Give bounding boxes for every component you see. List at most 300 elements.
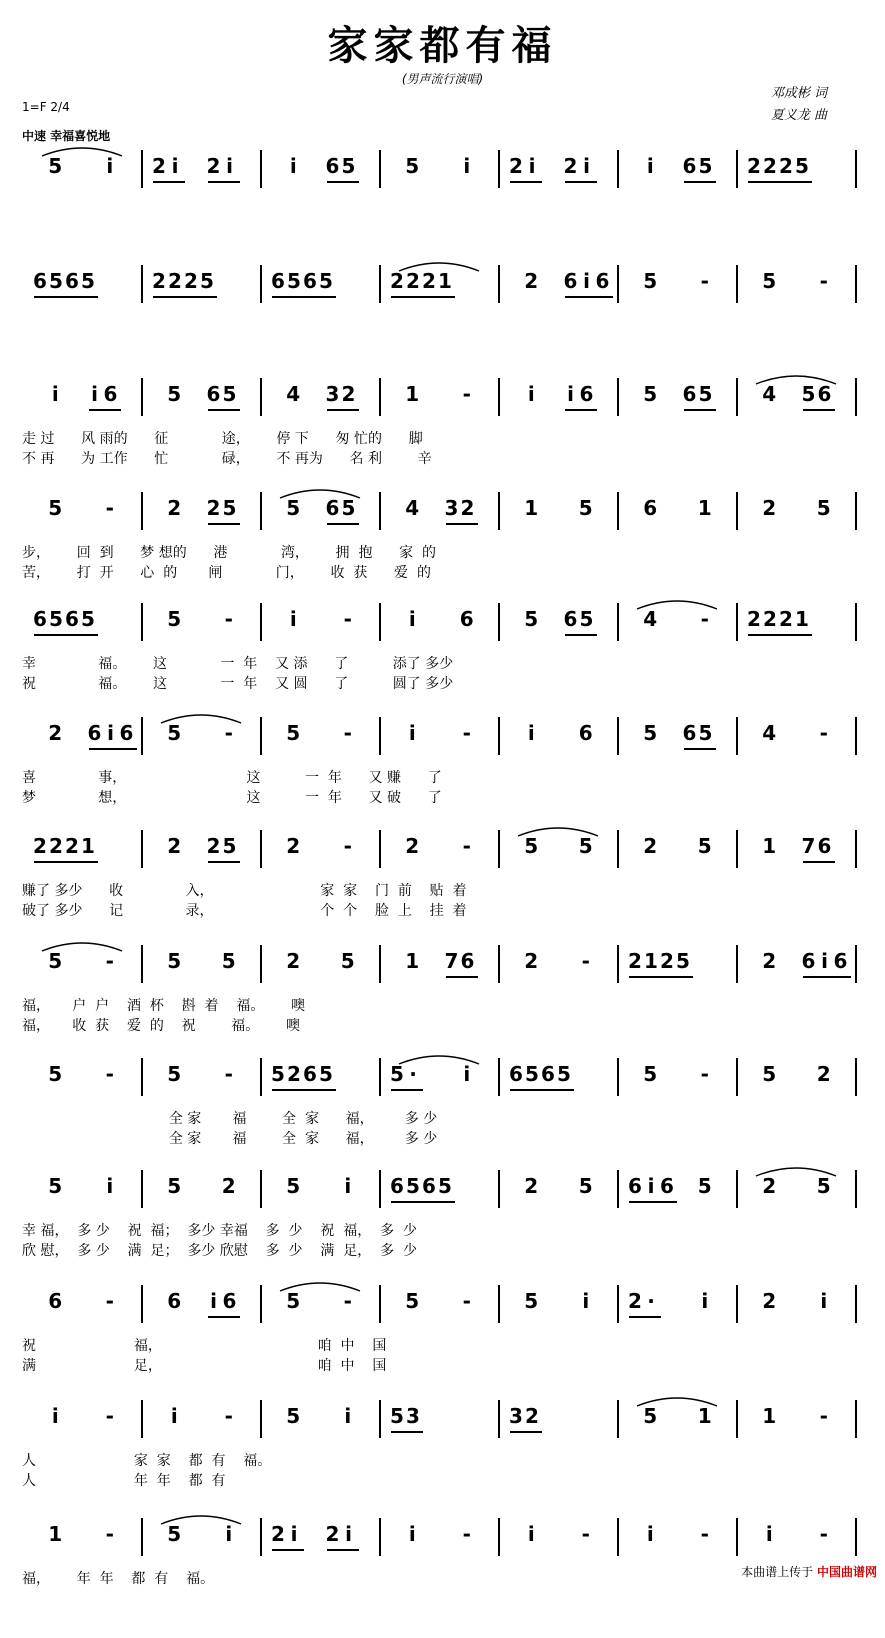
note: 2	[271, 1522, 285, 1546]
note: 4	[286, 382, 301, 406]
lyric-line: 福， 年 年 都 有 福。	[22, 1571, 215, 1587]
beam	[34, 296, 98, 298]
note: 5	[524, 834, 539, 858]
slur-layer	[0, 370, 885, 390]
lyric-line: 幸 福， 多 少 祝 福； 多少 幸福 多 少 祝 福， 多 少	[22, 1223, 418, 1239]
beam	[803, 861, 835, 863]
note: 2	[286, 834, 301, 858]
note: 5	[319, 1062, 333, 1086]
slur-layer	[0, 142, 885, 162]
lyric-line: 步， 回 到 梦 想的 港 湾， 拥 抱 家 的	[22, 545, 437, 561]
note: 1	[697, 496, 712, 520]
note: 5	[578, 834, 593, 858]
note: i	[646, 1522, 654, 1546]
lyric-line: 走 过 风 雨的 征 途， 停 下 匆 忙的 脚	[22, 431, 423, 447]
page-title: 家家都有福	[327, 22, 558, 69]
note: -	[819, 1522, 828, 1546]
slur	[161, 1516, 241, 1524]
note: 6	[103, 382, 118, 406]
note: 5	[524, 1289, 539, 1313]
note: 6	[541, 1062, 555, 1086]
note: 6	[660, 1174, 674, 1198]
beam	[565, 634, 597, 636]
note: 2	[206, 496, 221, 520]
note: 5	[49, 269, 63, 293]
note: 6	[833, 949, 848, 973]
note: 2	[221, 1174, 236, 1198]
note: 3	[406, 1404, 420, 1428]
note: 5	[49, 607, 63, 631]
note: 2	[779, 154, 793, 178]
note: -	[343, 721, 352, 745]
lyric-line: 满 足， 咱 中 国	[22, 1358, 387, 1374]
note: 6	[33, 607, 47, 631]
note: 7	[801, 834, 816, 858]
slur	[280, 1283, 360, 1291]
beam	[89, 748, 137, 750]
note: 2	[65, 834, 79, 858]
note: 2	[206, 834, 221, 858]
note: 5	[697, 834, 712, 858]
lyric-line: 喜 事， 这 一 年 又 赚 了	[22, 770, 442, 786]
note: 5	[221, 949, 236, 973]
note: 6	[801, 949, 816, 973]
note: i	[527, 721, 535, 745]
staff-system	[0, 1285, 885, 1405]
note: ·	[409, 1062, 417, 1086]
note: 4	[762, 382, 777, 406]
note: 5	[390, 1062, 404, 1086]
note: 6	[87, 721, 102, 745]
note: 5	[286, 1404, 301, 1428]
note: 3	[509, 1404, 523, 1428]
slur	[518, 828, 598, 836]
note: 5	[676, 949, 690, 973]
note: 5	[286, 1289, 301, 1313]
note: i	[820, 1289, 828, 1313]
note: 5	[557, 1062, 571, 1086]
beam	[208, 1316, 240, 1318]
note: i	[408, 721, 416, 745]
note: i	[106, 154, 114, 178]
note: 6	[579, 382, 594, 406]
note: -	[343, 607, 352, 631]
note: 2	[184, 269, 198, 293]
note: 6	[563, 607, 578, 631]
note: i	[821, 949, 828, 973]
lyric-line: 祝 福。 这 一 年 又 圆 了 圆了 多少	[22, 676, 454, 692]
note: 2	[779, 607, 793, 631]
note: i	[647, 1174, 655, 1198]
note: 5	[438, 1174, 452, 1198]
note: 2	[406, 269, 420, 293]
note: 5	[405, 154, 420, 178]
note: 4	[405, 496, 420, 520]
note: i	[289, 607, 297, 631]
note: -	[462, 1289, 471, 1313]
note: 6	[222, 1289, 237, 1313]
beam	[208, 523, 240, 525]
note: 5	[643, 1404, 658, 1428]
note: i	[225, 1522, 233, 1546]
slur	[756, 376, 836, 384]
note: -	[581, 1522, 590, 1546]
note: i	[567, 382, 574, 406]
note: -	[343, 1289, 352, 1313]
note: 3	[444, 496, 459, 520]
beam	[153, 181, 185, 183]
note: i	[345, 1522, 352, 1546]
note: 5	[167, 949, 182, 973]
beam	[565, 181, 597, 183]
note: 5	[698, 382, 713, 406]
note: 6	[65, 269, 79, 293]
note: 2	[341, 382, 356, 406]
note: 6	[682, 154, 697, 178]
note: 1	[48, 1522, 63, 1546]
staff-system	[0, 1170, 885, 1290]
note: 1	[405, 949, 420, 973]
note: i	[106, 1174, 114, 1198]
note: 6	[460, 949, 475, 973]
note: 5	[81, 269, 95, 293]
beam	[327, 523, 359, 525]
note: 5	[341, 154, 356, 178]
note: 5	[287, 269, 301, 293]
note: -	[343, 834, 352, 858]
note: 5	[48, 1174, 63, 1198]
note: 2	[628, 949, 642, 973]
note: 2	[816, 1062, 831, 1086]
key-signature: 1=F 2/4	[22, 100, 70, 114]
staff-system	[0, 830, 885, 950]
slur	[399, 1056, 479, 1064]
beam	[684, 409, 716, 411]
staff-system	[0, 378, 885, 498]
note: 5	[578, 1174, 593, 1198]
beam	[629, 1316, 661, 1318]
note: i	[582, 1289, 590, 1313]
note: 5	[167, 1062, 182, 1086]
note: 2	[390, 269, 404, 293]
note: 5	[697, 1174, 712, 1198]
note: 2	[48, 721, 63, 745]
slur	[399, 263, 479, 271]
lyric-line: 祝 福， 咱 中 国	[22, 1338, 387, 1354]
note: 5	[698, 154, 713, 178]
note: -	[105, 1062, 114, 1086]
footer-brand: 中国曲谱网	[816, 1565, 877, 1579]
note: 6	[628, 1174, 642, 1198]
note: 2	[762, 1174, 777, 1198]
note: 1	[405, 382, 420, 406]
note: i	[528, 154, 536, 178]
note: i	[463, 154, 471, 178]
note: 5	[524, 607, 539, 631]
note: 6	[65, 607, 79, 631]
note: 6	[167, 1289, 182, 1313]
lyric-line: 苦， 打 开 心 的 闸 门， 收 获 爱 的	[22, 565, 431, 581]
staff-system	[0, 1058, 885, 1178]
note: i	[51, 382, 59, 406]
note: -	[700, 269, 709, 293]
beam	[208, 409, 240, 411]
note: -	[105, 1522, 114, 1546]
beam	[391, 1089, 423, 1091]
note: 6	[817, 382, 832, 406]
note: -	[462, 1522, 471, 1546]
note: 6	[817, 834, 832, 858]
note: 5	[286, 721, 301, 745]
beam	[803, 409, 835, 411]
beam	[272, 296, 336, 298]
note: 5	[48, 154, 63, 178]
beam	[684, 748, 716, 750]
note: 5	[390, 1404, 404, 1428]
note: 5	[525, 1062, 539, 1086]
note: 2	[287, 1062, 301, 1086]
beam	[34, 861, 98, 863]
note: 5	[643, 269, 658, 293]
beam	[446, 523, 478, 525]
note: -	[581, 949, 590, 973]
note: i	[646, 154, 654, 178]
lyric-line: 全 家 福 全 家 福， 多 少	[22, 1111, 438, 1127]
note: 2	[525, 1404, 539, 1428]
note: 2	[152, 269, 166, 293]
footer	[741, 1563, 877, 1580]
lyric-line: 福， 户 户 酒 杯 斟 着 福。 噢	[22, 998, 306, 1014]
note: i	[290, 1522, 298, 1546]
slur-layer	[0, 1277, 885, 1297]
note: 2	[325, 1522, 340, 1546]
staff-system	[0, 717, 885, 837]
beam	[629, 1201, 677, 1203]
beam	[272, 1089, 336, 1091]
beam	[391, 1201, 455, 1203]
note: 2	[763, 607, 777, 631]
note: 5	[340, 949, 355, 973]
note: 2	[405, 834, 420, 858]
note: i	[463, 1062, 471, 1086]
note: 5	[222, 496, 237, 520]
note: 2	[762, 1289, 777, 1313]
note: 5	[48, 949, 63, 973]
note: 2	[762, 949, 777, 973]
note: 4	[643, 607, 658, 631]
note: 5	[319, 269, 333, 293]
beam	[510, 1089, 574, 1091]
staff-system	[0, 150, 885, 270]
beam	[510, 181, 542, 183]
slur-layer	[0, 1050, 885, 1070]
note: -	[700, 1062, 709, 1086]
performance-note: (男声流行演唱)	[401, 72, 484, 86]
lyric-line: 全 家 福 全 家 福， 多 少	[22, 1131, 438, 1147]
note: i	[765, 1522, 773, 1546]
note: 5	[81, 607, 95, 631]
note: -	[700, 1522, 709, 1546]
beam	[748, 181, 812, 183]
note: 2	[524, 1174, 539, 1198]
note: 2	[167, 834, 182, 858]
note: 2	[643, 834, 658, 858]
composer-credit: 夏义龙 曲	[770, 108, 827, 123]
note: i	[51, 1404, 59, 1428]
note: 2	[524, 949, 539, 973]
beam	[327, 181, 359, 183]
lyric-line: 欣 慰， 多 少 满 足； 多少 欣慰 多 少 满 足， 多 少	[22, 1243, 418, 1259]
note: -	[819, 1404, 828, 1428]
note: 6	[303, 1062, 317, 1086]
note: 2	[628, 1289, 642, 1313]
lyricist-credit: 邓成彬 词	[770, 86, 827, 101]
note: 1	[438, 269, 452, 293]
note: 5	[579, 607, 594, 631]
staff-system	[0, 492, 885, 612]
note: 5	[167, 607, 182, 631]
note: 5	[405, 1289, 420, 1313]
beam	[208, 181, 240, 183]
beam	[272, 1549, 304, 1551]
note: i	[226, 154, 233, 178]
note: -	[224, 607, 233, 631]
note: -	[224, 1404, 233, 1428]
beam	[327, 1549, 359, 1551]
note: i	[171, 154, 179, 178]
note: 2	[660, 949, 674, 973]
note: 5	[698, 721, 713, 745]
note: 6	[119, 721, 134, 745]
note: ·	[647, 1289, 655, 1313]
note: -	[105, 949, 114, 973]
note: 2	[206, 154, 221, 178]
note: 6	[325, 154, 340, 178]
note: 5	[643, 1062, 658, 1086]
slur-layer	[0, 1510, 885, 1530]
note: 5	[271, 1062, 285, 1086]
beam	[510, 1431, 542, 1433]
note: 5	[816, 1174, 831, 1198]
note: 6	[325, 496, 340, 520]
beam	[391, 296, 455, 298]
lyric-line: 福， 收 获 爱 的 祝 福。 噢	[22, 1018, 300, 1034]
note: 6	[271, 269, 285, 293]
note: 5	[762, 269, 777, 293]
staff-system	[0, 603, 885, 723]
lyric-line: 幸 福。 这 一 年 又 添 了 添了 多少	[22, 656, 454, 672]
note: 5	[341, 496, 356, 520]
note: 5	[406, 1174, 420, 1198]
note: 5	[200, 269, 214, 293]
note: 1	[697, 1404, 712, 1428]
beam	[34, 634, 98, 636]
note: 1	[762, 834, 777, 858]
note: i	[701, 1289, 709, 1313]
note: i	[91, 382, 98, 406]
note: 3	[325, 382, 340, 406]
staff-system	[0, 265, 885, 385]
note: -	[700, 607, 709, 631]
note: 1	[762, 1404, 777, 1428]
note: 6	[682, 382, 697, 406]
note: 5	[48, 1062, 63, 1086]
slur-layer	[0, 1392, 885, 1412]
note: 5	[643, 382, 658, 406]
note: 5	[578, 496, 593, 520]
note: i	[344, 1174, 352, 1198]
beam	[327, 409, 359, 411]
note: -	[462, 834, 471, 858]
note: 1	[795, 607, 809, 631]
note: 2	[286, 949, 301, 973]
note: 7	[444, 949, 459, 973]
note: 6	[33, 269, 47, 293]
note: -	[105, 1404, 114, 1428]
note: -	[224, 1062, 233, 1086]
note: 2	[509, 154, 523, 178]
beam	[153, 296, 217, 298]
note: 5	[48, 496, 63, 520]
note: i	[408, 607, 416, 631]
lyric-line: 梦 想， 这 一 年 又 破 了	[22, 790, 442, 806]
note: 2	[460, 496, 475, 520]
note: i	[583, 154, 590, 178]
slur	[161, 715, 241, 723]
note: 1	[524, 496, 539, 520]
note: -	[105, 496, 114, 520]
note: -	[819, 721, 828, 745]
slur-layer	[0, 937, 885, 957]
note: 1	[644, 949, 658, 973]
note: 5	[167, 1174, 182, 1198]
note: 2	[422, 269, 436, 293]
note: i	[107, 721, 114, 745]
tempo-marking: 中速 幸福喜悦地	[22, 129, 111, 143]
slur-layer	[0, 257, 885, 277]
lyric-line: 人 年 年 都 有	[22, 1473, 226, 1489]
note: i	[408, 1522, 416, 1546]
slur-layer	[0, 822, 885, 842]
note: 2	[563, 154, 578, 178]
note: i	[583, 269, 590, 293]
note: -	[462, 721, 471, 745]
note: 5	[286, 1174, 301, 1198]
note: 4	[762, 721, 777, 745]
note: 6	[643, 496, 658, 520]
note: 5	[801, 382, 816, 406]
note: 6	[595, 269, 610, 293]
beam	[391, 1431, 423, 1433]
slur	[280, 490, 360, 498]
lyric-line: 不 再 为 工作 忙 碌， 不 再为 名 利 辛	[22, 451, 432, 467]
slur-layer	[0, 595, 885, 615]
note: -	[105, 1289, 114, 1313]
note: 2	[763, 154, 777, 178]
beam	[748, 634, 812, 636]
note: -	[224, 721, 233, 745]
beam	[629, 976, 693, 978]
note: 5	[795, 154, 809, 178]
note: 5	[167, 721, 182, 745]
note: 2	[168, 269, 182, 293]
note: 6	[578, 721, 593, 745]
slur	[42, 943, 122, 951]
note: i	[210, 1289, 217, 1313]
note: 6	[563, 269, 578, 293]
beam	[684, 181, 716, 183]
note: 2	[747, 607, 761, 631]
